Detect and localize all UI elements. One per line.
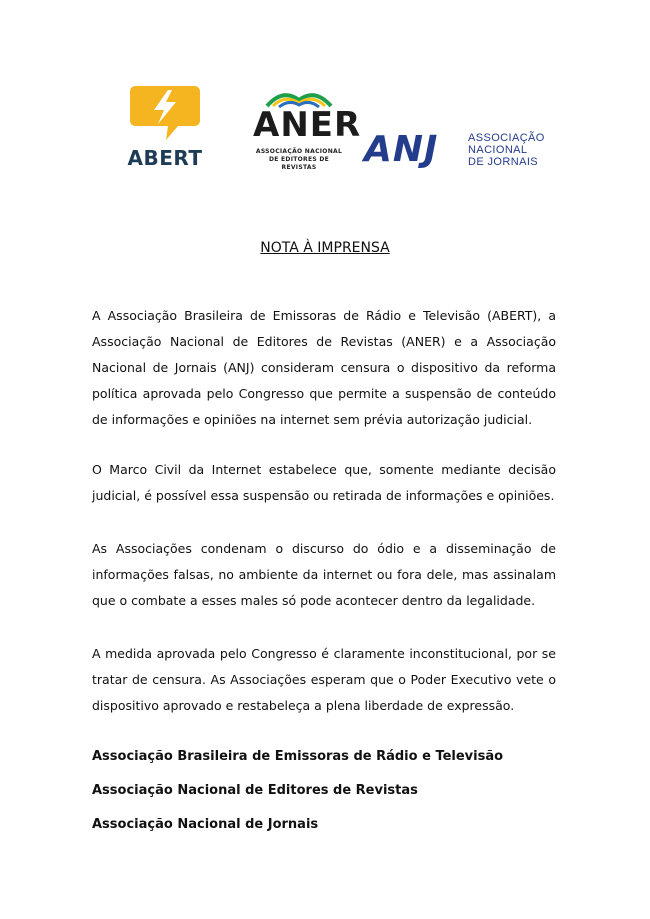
aner-wordmark: ANER — [253, 105, 362, 145]
abert-logo — [120, 82, 210, 172]
paragraph-4: A medida aprovada pelo Congresso é claramente inconstitucional, por se tratar de censura. As Associações esperam que o Poder Executivo vete o dispositivo aprovado e restabeleça a plena liberdade de expressão. — [92, 646, 556, 713]
paragraph-1: A Associação Brasileira de Emissoras de Rádio e Televisão (ABERT), a Associação Nacional de Editores de Revistas (ANER) e a Associação Nacional de Jornais (ANJ) consideram censura o dispositivo da reforma política aprovada pelo Congresso que permite a suspensão de conteúdo de informações e opiniões na internet sem prévia autorização judicial. — [92, 308, 556, 427]
logo-header — [0, 0, 650, 200]
paragraph-3: As Associações condenam o discurso do ódio e a disseminação de informações falsas, no ambiente da internet ou fora dele, mas assinalam que o combate a esses males só pode acontecer dentro da legalidade. — [92, 541, 556, 608]
anj-full-name — [468, 132, 545, 168]
anj-text-line2: NACIONAL — [468, 144, 528, 156]
signature-abert: Associação Brasileira de Emissoras de Rádio e Televisão — [92, 749, 504, 764]
aner-logo — [253, 86, 362, 176]
abert-lightning-icon — [120, 82, 210, 146]
paragraph-2: O Marco Civil da Internet estabelece que, somente mediante decisão judicial, é possível essa suspensão ou retirada de informações e opiniões. — [92, 462, 556, 503]
anj-wordmark: ANJ — [364, 129, 439, 170]
signature-block — [92, 744, 572, 846]
signature-anj: Associação Nacional de Jornais — [92, 817, 319, 832]
aner-subtitle-line1: ASSOCIAÇÃO NACIONAL — [255, 148, 343, 155]
anj-text-line1: ASSOCIAÇÃO — [468, 132, 545, 144]
document-title: NOTA À IMPRENSA — [260, 240, 390, 256]
abert-wordmark: ABERT — [127, 146, 203, 170]
anj-logo — [364, 128, 554, 176]
anj-text-line3: DE JORNAIS — [468, 156, 539, 168]
aner-subtitle-line2: DE EDITORES DE REVISTAS — [268, 156, 330, 171]
aner-subtitle — [253, 148, 345, 172]
signature-aner: Associação Nacional de Editores de Revistas — [92, 783, 418, 798]
